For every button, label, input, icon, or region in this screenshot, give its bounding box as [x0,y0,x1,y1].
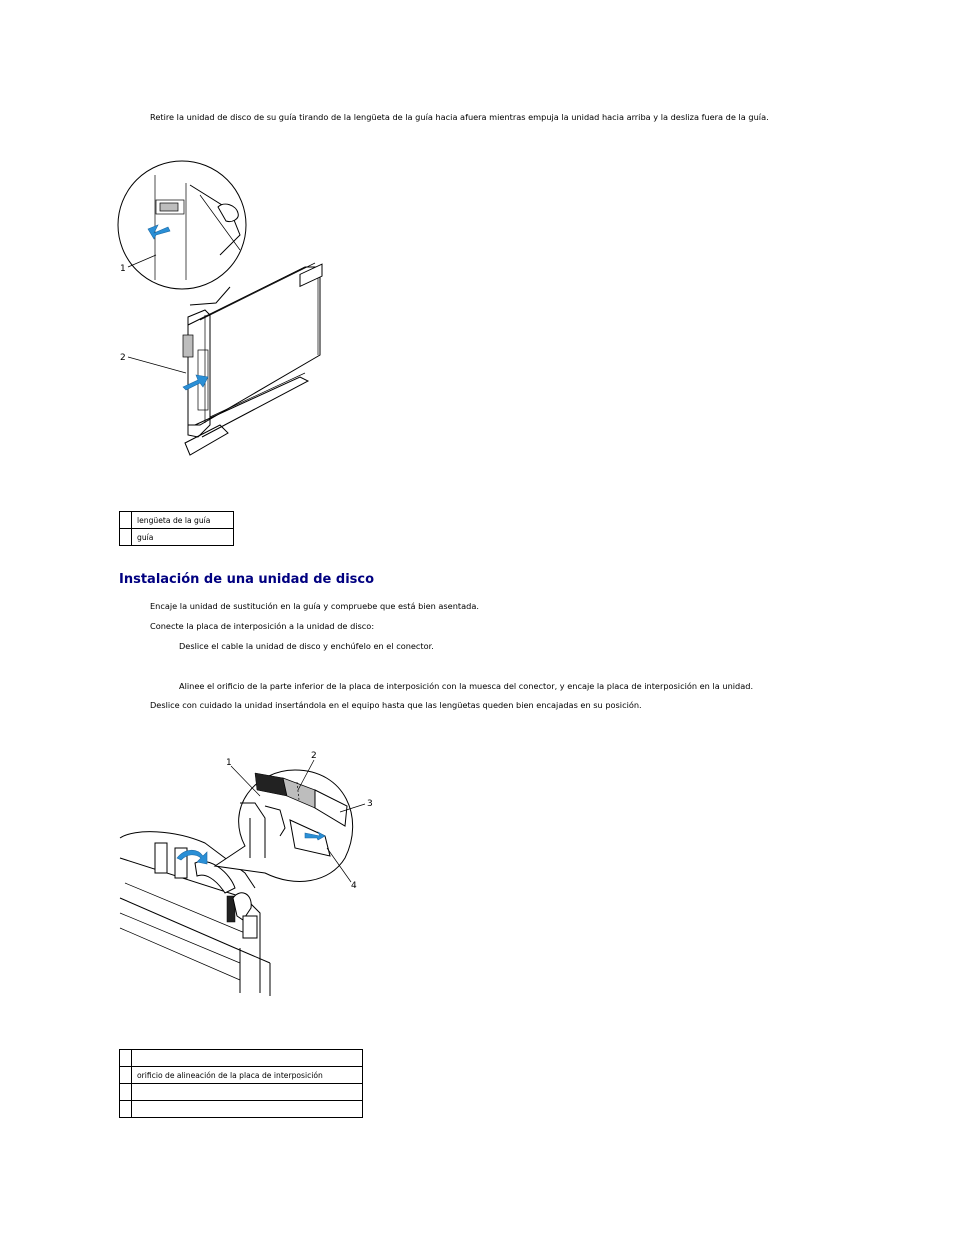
legend-num [120,529,132,546]
step-install-1: Encaje la unidad de sustitución en la guía y compruebe que está bien asentada. [150,601,479,611]
legend-num [120,1084,132,1101]
step-install-3: Deslice con cuidado la unidad insertándola en el equipo hasta que las lengüetas queden bien encajadas en su posición. [150,700,642,710]
legend-num [120,1067,132,1084]
figure-interposer-board [115,748,380,998]
callout-2: 2 [120,353,126,363]
step-install-2b: Alinee el orificio de la parte inferior de la placa de interposición con la muesca del conector, y encaje la placa de interposición en la unidad. [179,681,754,691]
figure-drive-carrier [110,155,340,465]
table-row [120,1101,363,1118]
legend-table-2 [119,1049,363,1118]
table-row [120,1050,363,1067]
step-install-2a: Deslice el cable la unidad de disco y enchúfelo en el conector. [179,641,434,651]
legend-table-1 [119,511,234,546]
callout-3: 3 [367,799,373,809]
step-remove-drive: Retire la unidad de disco de su guía tirando de la lengüeta de la guía hacia afuera mientras empuja la unidad hacia arriba y la desliza fuera de la guía. [150,112,769,122]
legend-text: orificio de alineación de la placa de interposición [132,1067,363,1084]
table-row [120,1084,363,1101]
step-install-2: Conecte la placa de interposición a la unidad de disco: [150,621,375,631]
legend-text: guía [132,529,234,546]
callout-2: 2 [311,751,317,761]
legend-num [120,512,132,529]
section-heading: Instalación de una unidad de disco [119,572,375,587]
table-row [120,1067,363,1084]
callout-1: 1 [226,758,232,768]
table-row [120,529,234,546]
table-row [120,512,234,529]
callout-1: 1 [120,264,126,274]
legend-num [120,1101,132,1118]
legend-text [132,1101,363,1118]
legend-text [132,1050,363,1067]
legend-text: lengüeta de la guía [132,512,234,529]
legend-num [120,1050,132,1067]
callout-4: 4 [351,881,357,891]
legend-text [132,1084,363,1101]
